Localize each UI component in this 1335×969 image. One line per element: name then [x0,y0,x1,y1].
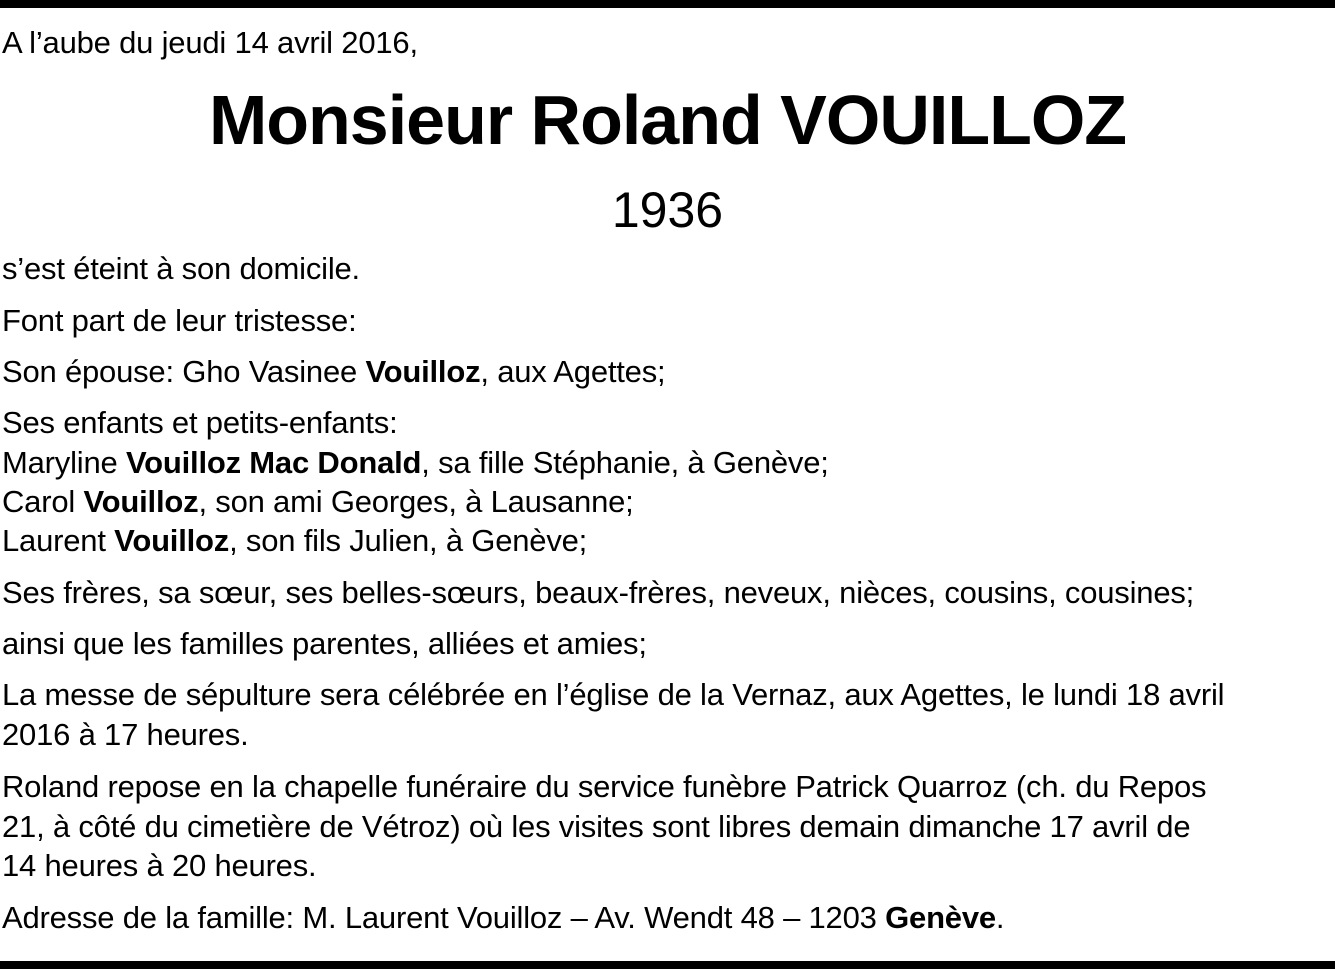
repose-line-1: Roland repose en la chapelle funéraire du service funèbre Patrick Quarroz (ch. du Repos [2,769,1207,804]
repose-line-2: 21, à côté du cimetière de Vétroz) où les visites sont libres demain dimanche 17 avril de [2,809,1191,844]
repose-line-3: 14 heures à 20 heures. [2,848,317,883]
death-line: s’est éteint à son domicile. [2,251,360,286]
address-city: Genève [885,900,996,935]
address-prefix: Adresse de la famille: M. Laurent Vouilloz – Av. Wendt 48 – 1203 [2,900,886,935]
child3-surname: Vouilloz [114,523,230,558]
mass-line-2: 2016 à 17 heures. [2,717,249,752]
child-line-1 [2,444,829,482]
font-part-line: Font part de leur tristesse: [2,303,357,338]
spouse-suffix: , aux Agettes; [480,354,666,389]
child1-prefix: Maryline [2,445,126,480]
deceased-name: Monsieur Roland VOUILLOZ [208,81,1127,159]
spouse-line [2,353,665,391]
child1-surname: Vouilloz Mac Donald [125,445,422,480]
address-suffix: . [995,900,1005,935]
birth-year: 1936 [611,182,724,238]
top-rule [0,0,1335,8]
child2-prefix: Carol [2,484,84,519]
spouse-prefix: Son épouse: Gho Vasinee [2,354,366,389]
child2-surname: Vouilloz [83,484,199,519]
spouse-surname: Vouilloz [365,354,481,389]
families-line: ainsi que les familles parentes, alliées et amies; [2,626,647,661]
child3-prefix: Laurent [2,523,115,558]
bottom-rule [0,961,1335,969]
siblings-line: Ses frères, sa sœur, ses belles-sœurs, beaux-frères, neveux, nièces, cousins, cousines; [2,575,1195,610]
intro-line: A l’aube du jeudi 14 avril 2016, [2,25,418,60]
child2-suffix: , son ami Georges, à Lausanne; [198,484,634,519]
child-line-3 [2,522,587,560]
child1-suffix: , sa fille Stéphanie, à Genève; [421,445,829,480]
children-heading: Ses enfants et petits-enfants: [2,405,398,440]
child3-suffix: , son fils Julien, à Genève; [229,523,588,558]
child-line-2 [2,483,634,521]
address-line [2,899,1004,937]
mass-line-1: La messe de sépulture sera célébrée en l’église de la Vernaz, aux Agettes, le lundi 18 avril [2,677,1225,712]
